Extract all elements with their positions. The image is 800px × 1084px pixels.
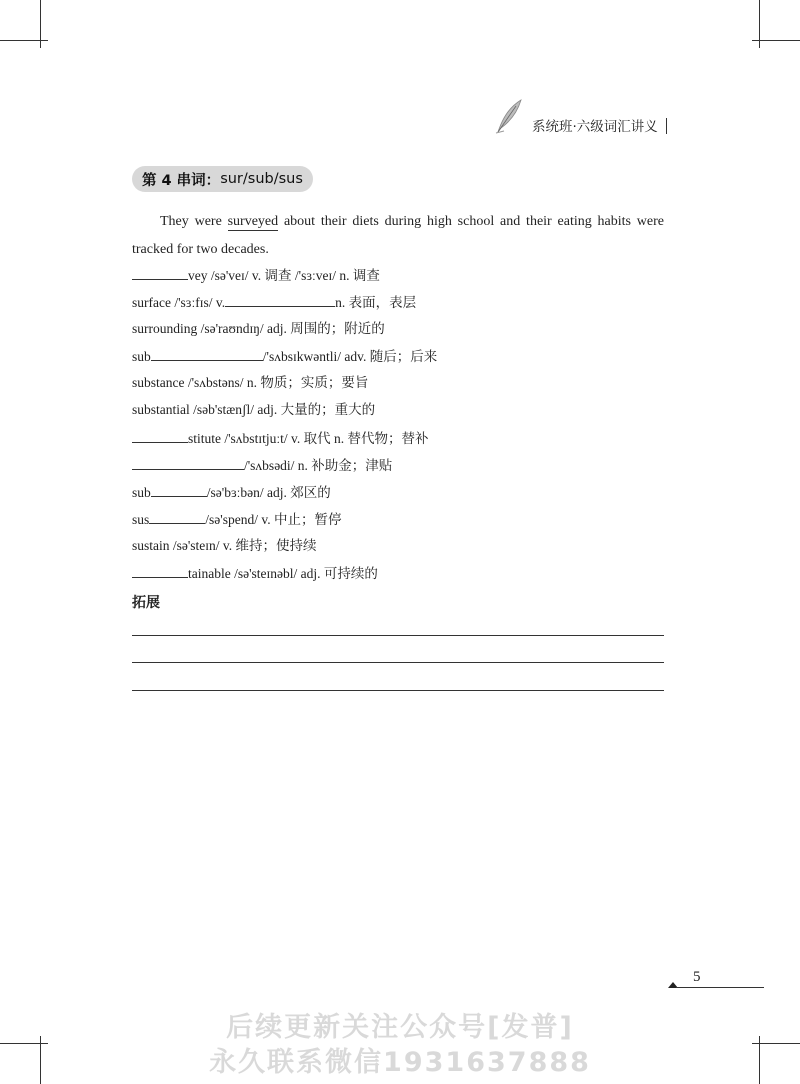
writing-line[interactable] (132, 635, 664, 636)
fill-blank[interactable] (151, 347, 263, 361)
vocab-entry: vey /sə'veɪ/ v. 调查 /'sɜːveɪ/ n. 调查 (132, 266, 380, 285)
running-header (494, 98, 684, 138)
feather-quill-icon (494, 98, 524, 134)
crop-mark (752, 40, 800, 41)
header-title: 系统班·六级词汇讲义 (532, 119, 658, 135)
section-heading (132, 166, 313, 192)
vocab-entry: sus /sə'spend/ v. 中止；暂停 (132, 512, 342, 527)
sentence-end: about their diets during high school and their eating habits were tracked for two decades. (132, 214, 664, 257)
vocab-entry: /'sʌbsədi/ n. 补助金；津贴 (132, 456, 392, 475)
vocab-entry: sustain /sə'steɪn/ v. 维持；使持续 (132, 538, 317, 553)
vocab-entry: sub /'sʌbsɪkwəntli/ adv. 随后；后来 (132, 349, 438, 364)
underlined-word: surveyed (227, 214, 279, 229)
fill-blank[interactable] (132, 266, 188, 280)
sentence-start: They were (160, 214, 228, 229)
section-heading-label: 第 4 串词： (142, 172, 221, 189)
vocab-entry: sub /sə'bɜːbən/ adj. 郊区的 (132, 485, 331, 500)
vocab-entry: surrounding /sə'raʊndɪŋ/ adj. 周围的；附近的 (132, 321, 385, 336)
vocab-entry: substantial /səb'stænʃl/ adj. 大量的；重大的 (132, 402, 376, 417)
fill-blank[interactable] (132, 429, 188, 443)
page-number: 5 (693, 969, 701, 985)
writing-line[interactable] (132, 690, 664, 691)
vocab-entry: surface /'sɜːfɪs/ v. n. 表面，表层 (132, 295, 417, 310)
example-sentence (132, 208, 664, 264)
vocab-entry: substance /'sʌbstəns/ n. 物质；实质；要旨 (132, 375, 369, 390)
watermark-line-2: 永久联系微信1931637888 (209, 1047, 591, 1078)
vocab-entry: stitute /'sʌbstɪtjuːt/ v. 取代 n. 替代物；替补 (132, 429, 428, 448)
writing-line[interactable] (132, 662, 664, 663)
watermark-line-1: 后续更新关注公众号[发普] (226, 1012, 574, 1043)
header-divider (666, 118, 667, 134)
crop-mark (0, 40, 48, 41)
fill-blank[interactable] (151, 483, 207, 497)
fill-blank[interactable] (132, 564, 188, 578)
extension-label: 拓展 (132, 595, 160, 611)
fill-blank[interactable] (149, 510, 205, 524)
fill-blank[interactable] (132, 456, 244, 470)
fill-blank[interactable] (225, 293, 335, 307)
page-number-rule (676, 987, 764, 988)
vocab-entry: tainable /sə'steɪnəbl/ adj. 可持续的 (132, 564, 378, 583)
section-heading-term: sur/sub/sus (220, 171, 303, 187)
